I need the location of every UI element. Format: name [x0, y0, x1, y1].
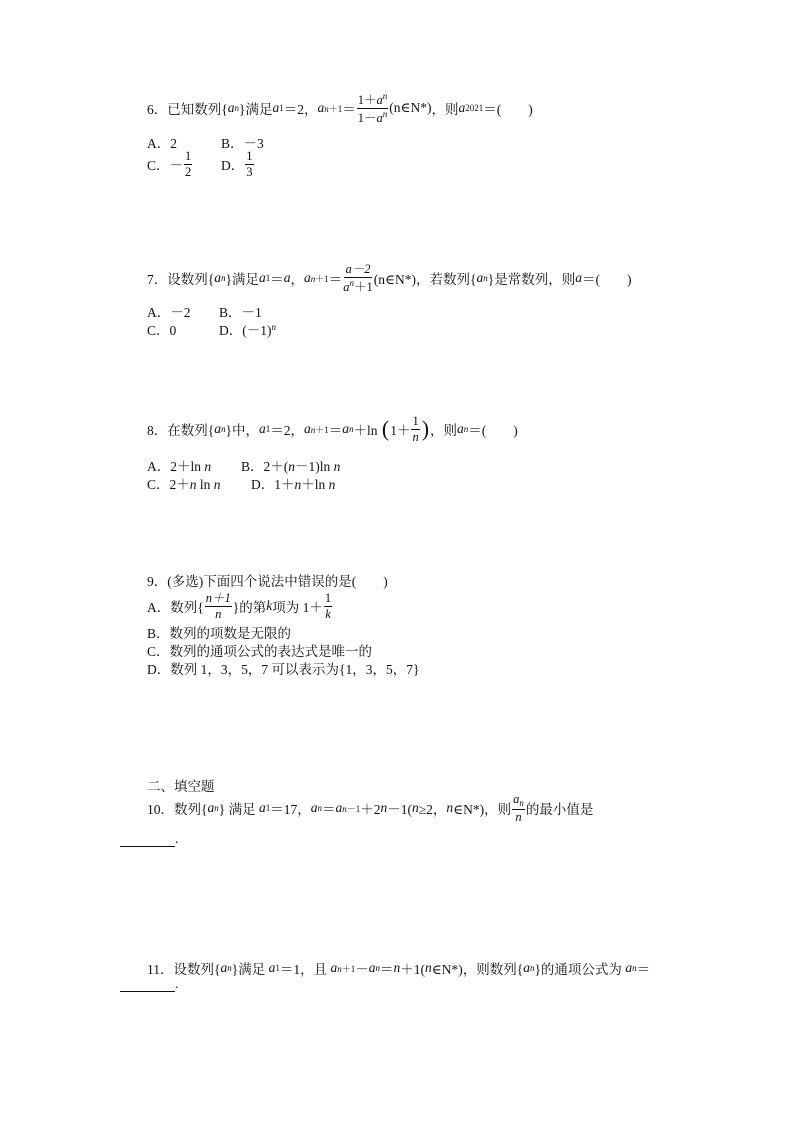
question-10-stem: 10．数列{ a n } 满足 a 1 ＝17， a n ＝ a n－1 ＋2 n －1( n ≥2， n ∈N*)，则 $\frac{a_n}{n}$ 的最小值是: [147, 792, 594, 824]
question-7-options-cd: [147, 319, 276, 339]
option-c: C．2＋n ln n: [147, 477, 221, 492]
answer-blank-10[interactable]: .: [120, 831, 178, 847]
option-d: D．数列 1，3，5，7 可以表示为{1，3，5，7}: [147, 662, 420, 677]
question-9-stem: 9．(多选)下面四个说法中错误的是( ): [147, 574, 388, 589]
question-6-options-cd: [147, 150, 255, 178]
fraction: $\frac{1}{n}$: [412, 414, 419, 444]
option-a: A．2＋ln n: [147, 459, 212, 474]
option-a: A．数列{ $\frac{n+1}{n}$ }的第 k 项为 1＋ $\frac{1}{k}$: [147, 591, 332, 621]
option-d: D． $\frac{1}{3}$: [221, 149, 253, 179]
option-a: A．－2: [147, 305, 191, 320]
question-6-stem: 6．已知数列{ a n }满足 a 1 ＝2， a n＋1 ＝ $\frac{1+a^n}{1-a^n}$ (n∈N*) ，则 a 2021 ＝( ): [147, 91, 533, 125]
question-7-stem: 7．设数列{ a n }满足 a 1 ＝ a ， a n＋1 ＝ $\frac{a-2}{a^n+1}$ (n∈N*)，若数列{ a n }是常数列，则 a ＝( ): [147, 262, 632, 294]
question-8-options-ab: [147, 455, 340, 475]
fraction: $\frac{a-2}{a^n+1}$: [343, 262, 373, 294]
question-8-stem: 8．在数列{ a n }中， a 1 ＝2， a n＋1 ＝ a n ＋ln ( 1＋ $\frac{1}{n}$ ) ，则 a n ＝( ): [147, 414, 518, 444]
option-b: B．数列的项数是无限的: [147, 626, 292, 641]
question-8-options-cd: [147, 473, 335, 493]
option-a: A．2: [147, 136, 177, 151]
question-7-options-ab: [147, 301, 262, 321]
option-d: D．$(-1)^n$: [219, 322, 276, 338]
fraction: $\frac{1+a^n}{1-a^n}$: [357, 91, 388, 125]
option-b: B．－1: [219, 305, 262, 320]
option-c: C．0: [147, 323, 177, 338]
question-11-stem: 11．设数列{ a n }满足 a 1 ＝1，且 a n＋1 － a n ＝ n ＋1( n ∈N*)，则数列{ a n }的通项公式为 a n ＝: [147, 960, 651, 977]
option-c: C．－ $\frac{1}{2}$: [147, 149, 192, 179]
option-b: B．2＋(n－1)ln n: [241, 459, 341, 474]
option-c: C．数列的通项公式的表达式是唯一的: [147, 644, 373, 659]
fraction: $\frac{a_n}{n}$: [513, 792, 524, 824]
answer-blank-11[interactable]: .: [120, 976, 178, 992]
option-b: B．－3: [221, 136, 264, 151]
option-d: D．1＋n＋ln n: [251, 477, 336, 492]
